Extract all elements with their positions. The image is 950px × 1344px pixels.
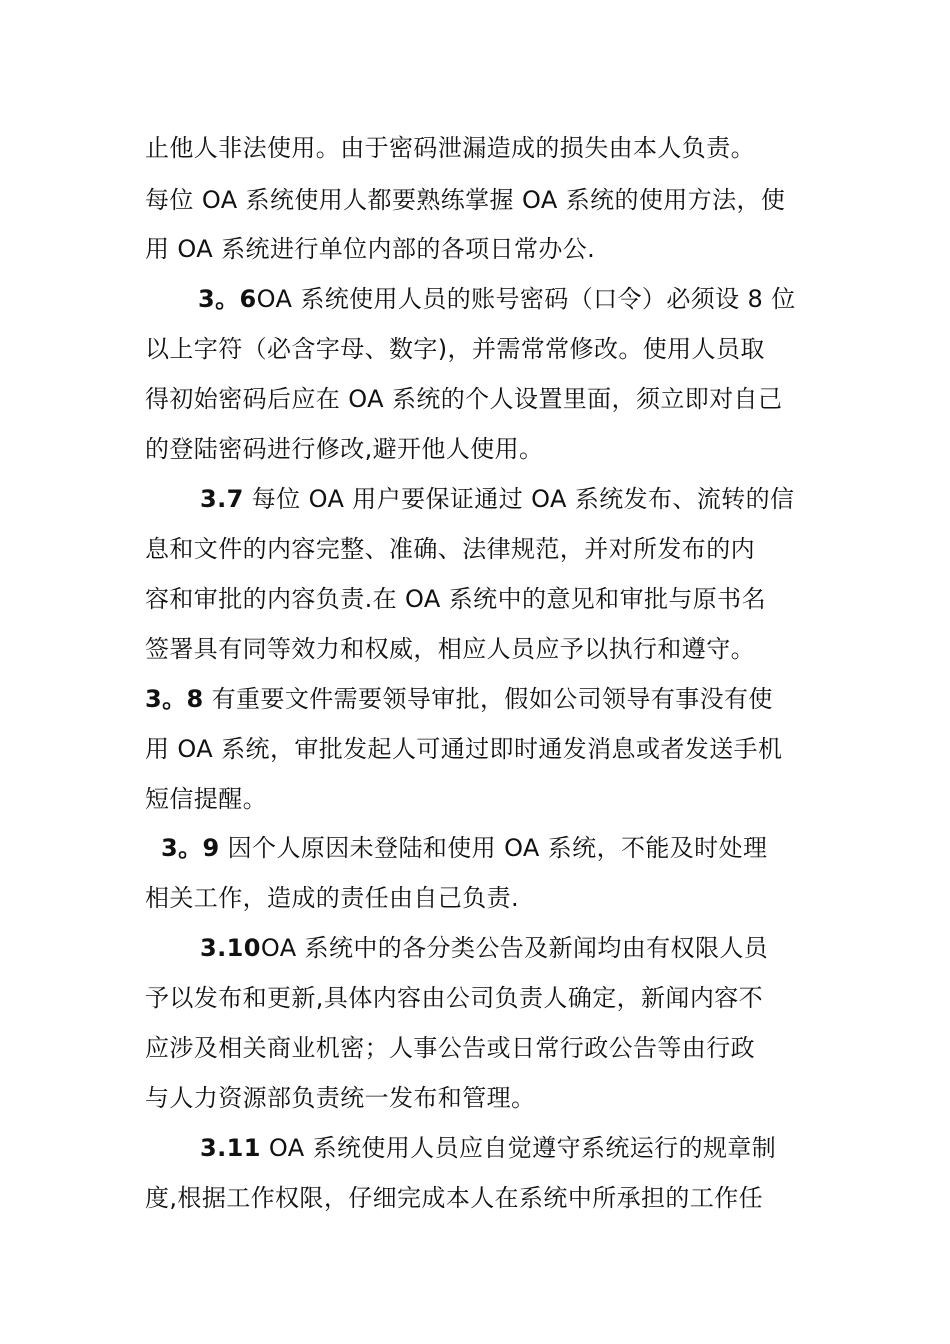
line-text: 因个人原因未登陆和使用 OA 系统，不能及时处理 <box>219 834 768 862</box>
line-text: 与人力资源部负责统一发布和管理。 <box>145 1084 536 1112</box>
text-line <box>145 381 782 417</box>
line-text: 相关工作，造成的责任由自己负责. <box>145 884 520 912</box>
line-text: 以上字符（必含字母、数字)，并需常常修改。使用人员取 <box>145 335 765 363</box>
section-3-8-line <box>145 681 773 717</box>
section-number: 3。9 <box>161 834 220 862</box>
text-line <box>145 731 782 767</box>
line-text: 应涉及相关商业机密；人事公告或日常行政公告等由行政 <box>145 1034 755 1062</box>
text-line <box>145 980 763 1016</box>
text-line <box>145 1030 755 1066</box>
text-line <box>145 880 519 916</box>
line-text: 短信提醒。 <box>145 785 267 813</box>
text-line <box>145 231 595 267</box>
line-text: 息和文件的内容完整、准确、法律规范，并对所发布的内 <box>145 535 755 563</box>
line-text: 用 OA 系统进行单位内部的各项日常办公. <box>145 235 596 263</box>
text-line <box>145 431 543 467</box>
section-number: 3.11 <box>200 1134 261 1162</box>
section-number: 3。6 <box>198 285 257 313</box>
line-text: OA 系统使用人员的账号密码（口令）必须设 8 位 <box>256 285 796 313</box>
line-text: 每位 OA 用户要保证通过 OA 系统发布、流转的信 <box>243 485 795 513</box>
section-3-11-line <box>200 1130 776 1166</box>
line-text: 度,根据工作权限，仔细完成本人在系统中所承担的工作任 <box>145 1184 764 1212</box>
section-number: 3。8 <box>145 685 204 713</box>
line-text: 容和审批的内容负责.在 OA 系统中的意见和审批与原书名 <box>145 585 766 613</box>
text-line <box>145 631 755 667</box>
text-line <box>145 130 755 166</box>
text-line <box>145 1080 535 1116</box>
section-3-7-line <box>200 481 794 517</box>
line-text: OA 系统中的各分类公告及新闻均由有权限人员 <box>260 934 769 962</box>
text-line <box>145 182 785 218</box>
line-text: OA 系统使用人员应自觉遵守系统运行的规章制 <box>260 1134 777 1162</box>
text-line <box>145 1180 763 1216</box>
line-text: 签署具有同等效力和权威，相应人员应予以执行和遵守。 <box>145 635 755 663</box>
line-text: 得初始密码后应在 OA 系统的个人设置里面，须立即对自己 <box>145 385 783 413</box>
text-line <box>145 781 267 817</box>
section-3-6-line <box>198 281 796 317</box>
line-text: 止他人非法使用。由于密码泄漏造成的损失由本人负责。 <box>145 134 755 162</box>
text-line <box>145 331 765 367</box>
line-text: 予以发布和更新,具体内容由公司负责人确定，新闻内容不 <box>145 984 764 1012</box>
text-line <box>145 531 755 567</box>
line-text: 每位 OA 系统使用人都要熟练掌握 OA 系统的使用方法，使 <box>145 186 786 214</box>
section-3-10-line <box>200 930 768 966</box>
text-line <box>145 581 766 617</box>
line-text: 的登陆密码进行修改,避开他人使用。 <box>145 435 544 463</box>
line-text: 有重要文件需要领导审批，假如公司领导有事没有使 <box>203 685 773 713</box>
section-3-9-line <box>161 830 767 866</box>
section-number: 3.7 <box>200 485 244 513</box>
line-text: 用 OA 系统，审批发起人可通过即时通发消息或者发送手机 <box>145 735 783 763</box>
section-number: 3.10 <box>200 934 261 962</box>
